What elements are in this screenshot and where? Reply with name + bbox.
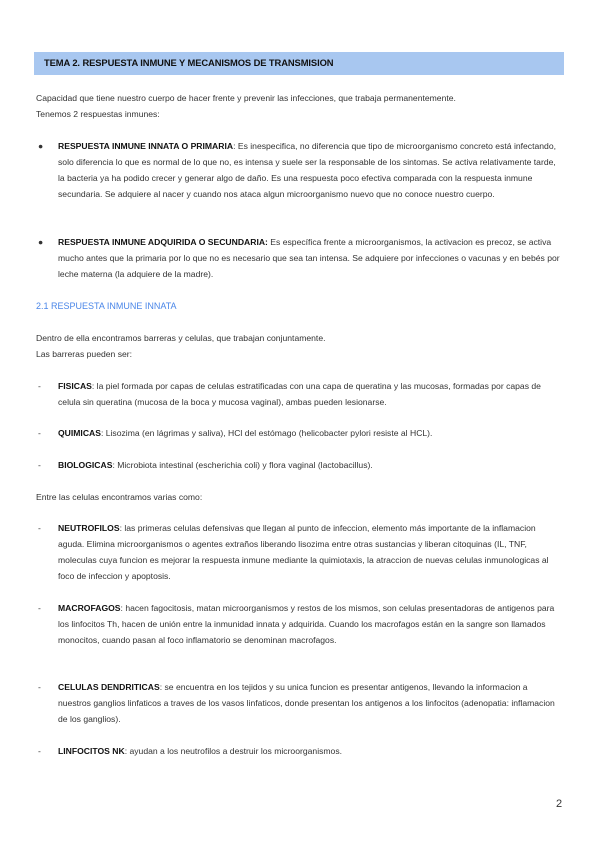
term: NEUTROFILOS — [58, 523, 120, 533]
definition: : la piel formada por capas de celulas estratificadas con una capa de queratina y las mucosas, formadas por capas de celula sin queratina (mucosa de la boca y mucosa vaginal), ambas pueden lesionarse. — [58, 381, 541, 407]
cells-intro: Entre las celulas encontramos varias como: — [36, 492, 203, 502]
term: CELULAS DENDRITICAS — [58, 682, 160, 692]
chapter-title: TEMA 2. RESPUESTA INMUNE Y MECANISMOS DE TRANSMISION — [44, 57, 334, 68]
list-item — [36, 520, 560, 584]
list-item — [36, 457, 560, 473]
chapter-heading-bar — [34, 52, 564, 75]
list-item — [36, 679, 560, 727]
definition: : Es inespecifica, no diferencia que tipo de microorganismo concreto está infectando, solo diferencia lo que es normal de lo que no, es intensa y suele ser la responsable de los sintomas. Se activa relativamente tarde, la bacteria ya ha podido crecer y generar algo de daño. Es una respuesta poco efectiva comparada con la respuesta inmune secundaria. Se adquiere al nacer y cuando nos ataca algun microorganismo nuevo que no conoce nuestro cuerpo. — [58, 141, 556, 199]
barrier-intro — [36, 330, 560, 362]
term: MACROFAGOS — [58, 603, 121, 613]
bullet-icon: ● — [38, 141, 44, 151]
list-item — [36, 378, 560, 410]
term: QUIMICAS — [58, 428, 101, 438]
term: BIOLOGICAS — [58, 460, 113, 470]
dash-icon: - — [38, 523, 41, 533]
term: FISICAS — [58, 381, 92, 391]
intro-line: Las barreras pueden ser: — [36, 349, 133, 359]
dash-icon: - — [38, 682, 41, 692]
intro-line: Capacidad que tiene nuestro cuerpo de hacer frente y prevenir las infecciones, que trabaja permanentemente. — [36, 93, 456, 103]
term: RESPUESTA INMUNE ADQUIRIDA O SECUNDARIA: — [58, 237, 268, 247]
list-item — [36, 743, 560, 759]
dash-icon: - — [38, 381, 41, 391]
definition: Es específica frente a microorganismos, la activacion es precoz, se activa mucho antes que la primaria por lo que no es necesario que sea tan intensa. Se adquiere por infecciones o vacunas y en bebés por leche materna (la adquiere de la madre). — [58, 237, 560, 279]
bullet-icon: ● — [38, 237, 44, 247]
section-title: 2.1 RESPUESTA INMUNE INNATA — [36, 301, 177, 311]
intro-line: Tenemos 2 respuestas inmunes: — [36, 109, 160, 119]
definition: : Microbiota intestinal (escherichia coli) y flora vaginal (lactobacillus). — [112, 460, 373, 470]
list-item — [36, 425, 560, 441]
definition: : Lisozima (en lágrimas y saliva), HCl del estómago (helicobacter pylori resiste al HCL). — [100, 428, 433, 438]
intro-line: Dentro de ella encontramos barreras y celulas, que trabajan conjuntamente. — [36, 333, 326, 343]
page-number: 2 — [556, 798, 563, 810]
dash-icon: - — [38, 603, 41, 613]
definition: : hacen fagocitosis, matan microorganismos y restos de los mismos, son celulas presentadoras de antigenos para los linfocitos Th, hacen de unión entre la inmunidad innata y adquirida. Cuando los macrofagos están en la sangre son llamados monocitos, cuando pasan al foco inflamatorio se denominan macrofagos. — [58, 603, 555, 645]
list-item — [36, 138, 560, 202]
dash-icon: - — [38, 428, 41, 438]
list-item — [36, 600, 560, 648]
term: LINFOCITOS NK — [58, 746, 125, 756]
definition: : las primeras celulas defensivas que llegan al punto de infeccion, elemento más importante de la inflamacion aguda. Elimina microorganismos o agentes extraños liberando lisozima entre otras sustancias y liberan citoquinas (IL, TNF, moleculas cuya funcion es mejorar la respuesta inmune mediante la quimiotaxis, la atraccion de nuevas celulas inmunologicas al foco de infeccion y apoptosis. — [58, 523, 549, 581]
definition: : se encuentra en los tejidos y su unica funcion es presentar antigenos, llevando la informacion a nuestros ganglios linfaticos a traves de los vasos linfaticos, donde presentan los antigenos a los linfocitos (adenopatia: inflamacion de los ganglios). — [58, 682, 555, 724]
term: RESPUESTA INMUNE INNATA O PRIMARIA — [58, 141, 234, 151]
dash-icon: - — [38, 746, 41, 756]
intro-paragraph — [36, 90, 560, 122]
dash-icon: - — [38, 460, 41, 470]
definition: : ayudan a los neutrofilos a destruir los microorganismos. — [124, 746, 343, 756]
list-item — [36, 234, 560, 282]
